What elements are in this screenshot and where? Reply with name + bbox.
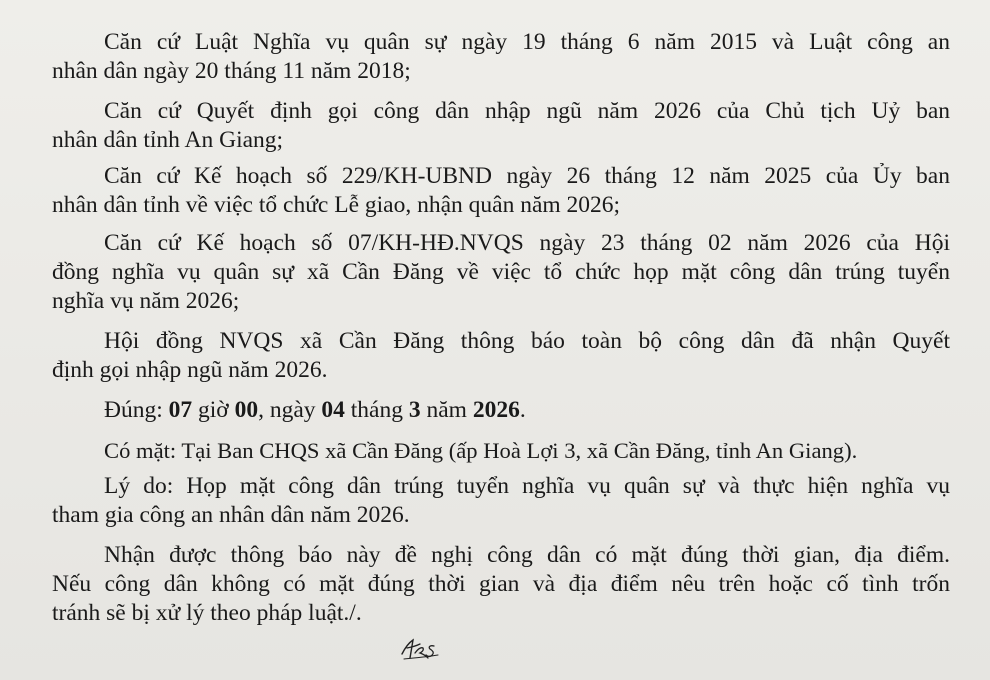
paragraph-legal-basis-plan-229 [52, 162, 950, 220]
date-day: 04 [321, 397, 345, 423]
paragraph-warning [52, 541, 950, 628]
text-line: Căn cứ Kế hoạch số 229/KH-UBND ngày 26 tháng 12 năm 2025 của Ủy ban [104, 163, 950, 189]
text-line: định gọi nhập ngũ năm 2026. [52, 357, 328, 383]
text-line: đồng nghĩa vụ quân sự xã Cần Đăng về việc tổ chức họp mặt công dân trúng tuyển [52, 259, 950, 285]
time-hour: 07 [168, 397, 193, 423]
handwritten-initials-icon [398, 634, 442, 662]
paragraph-legal-basis-decision [52, 97, 950, 155]
notice-body [52, 28, 950, 628]
time-label: Đúng: [104, 397, 169, 423]
text-line: nhân dân tỉnh về việc tổ chức Lễ giao, nhận quân năm 2026; [52, 192, 621, 218]
paragraph-announcement [52, 327, 950, 385]
time-hour-word: giờ [192, 397, 235, 423]
text-line: Căn cứ Kế hoạch số 07/KH-HĐ.NVQS ngày 23 tháng 02 năm 2026 của Hội [104, 230, 950, 256]
text-line: tránh sẽ bị xử lý theo pháp luật./. [52, 600, 362, 626]
date-month-word: tháng [344, 397, 409, 423]
date-year: 2026 [472, 397, 520, 423]
date-year-word: năm [420, 397, 473, 423]
text-line: tham gia công an nhân dân năm 2026. [52, 502, 410, 528]
paragraph-legal-basis-law [52, 28, 950, 86]
meeting-time-line [52, 396, 950, 425]
date-month: 3 [408, 397, 421, 423]
text-line: Nhận được thông báo này đề nghị công dân có mặt đúng thời gian, địa điểm. [104, 542, 950, 568]
paragraph-location [52, 436, 950, 465]
paragraph-meeting-time [52, 396, 950, 425]
time-date-prefix: , ngày [258, 397, 322, 423]
text-line: Nếu công dân không có mặt đúng thời gian và địa điểm nêu trên hoặc cố tình trốn [52, 571, 950, 597]
time-minute: 00 [234, 397, 259, 423]
time-end: . [519, 397, 526, 423]
text-line: Có mặt: Tại Ban CHQS xã Cần Đăng (ấp Hoà Lợi 3, xã Cần Đăng, tỉnh An Giang). [104, 438, 858, 463]
text-line: nhân dân tỉnh An Giang; [52, 127, 284, 153]
text-line: nghĩa vụ năm 2026; [52, 288, 240, 314]
paragraph-reason [52, 472, 950, 530]
text-line: Lý do: Họp mặt công dân trúng tuyển nghĩa vụ quân sự và thực hiện nghĩa vụ [104, 473, 950, 499]
text-line: Căn cứ Luật Nghĩa vụ quân sự ngày 19 tháng 6 năm 2015 và Luật công an [104, 29, 950, 55]
text-line: Hội đồng NVQS xã Cần Đăng thông báo toàn bộ công dân đã nhận Quyết [104, 328, 950, 354]
text-line: Căn cứ Quyết định gọi công dân nhập ngũ năm 2026 của Chủ tịch Uỷ ban [104, 98, 950, 124]
paragraph-legal-basis-plan-07 [52, 229, 950, 316]
text-line: nhân dân ngày 20 tháng 11 năm 2018; [52, 58, 411, 84]
